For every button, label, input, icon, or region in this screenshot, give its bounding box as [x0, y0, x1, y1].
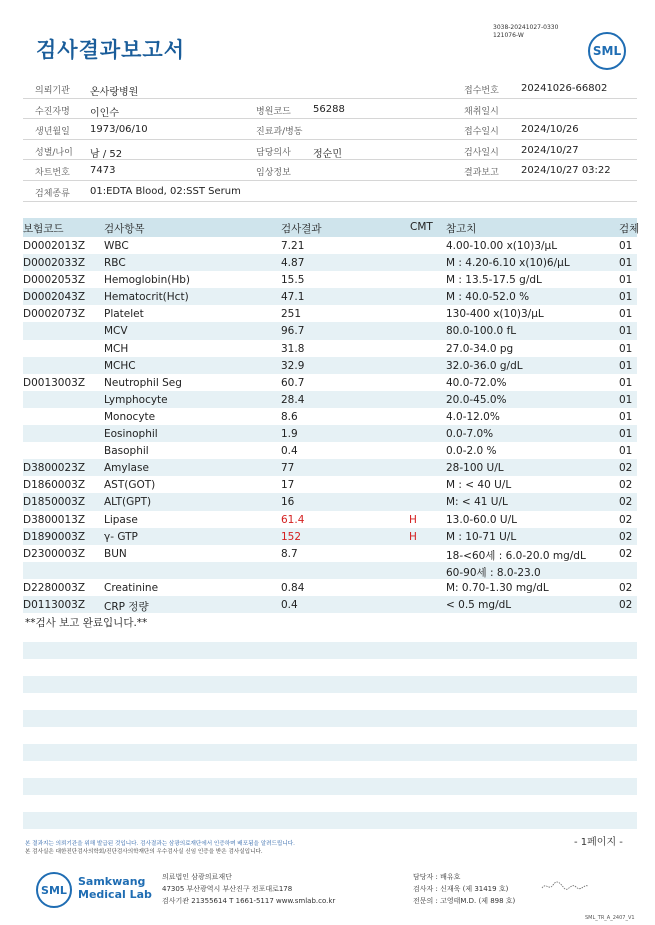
result-reference: M : < 40 U/L [446, 479, 512, 492]
result-row [23, 237, 637, 254]
info-value: 20241026-66802 [521, 83, 608, 94]
staff-line1: 담당자 : 배유호 [413, 873, 461, 881]
result-row [23, 425, 637, 442]
result-row [23, 288, 637, 305]
result-specimen: 02 [619, 598, 633, 611]
info-label: 결과보고 [464, 168, 499, 179]
result-cmt: H [409, 513, 417, 526]
result-value: 47.1 [281, 291, 305, 304]
info-label: 병원코드 [256, 106, 291, 117]
header-code: 보험코드 [23, 223, 64, 235]
result-name: BUN [104, 547, 127, 560]
sml-logo-text: SML [592, 44, 622, 58]
result-value: 1.9 [281, 428, 298, 441]
result-specimen: 02 [619, 530, 633, 543]
result-reference: 28-100 U/L [446, 462, 504, 475]
sml-logo [588, 32, 626, 70]
result-reference: 0.0-7.0% [446, 428, 494, 441]
result-row [23, 408, 637, 425]
result-code: D0113003Z [23, 598, 86, 611]
header-specimen: 검체 [619, 223, 640, 235]
info-value: 7473 [90, 165, 116, 177]
result-row [23, 322, 637, 339]
result-specimen: 01 [619, 393, 633, 406]
result-reference: 4.0-12.0% [446, 410, 500, 423]
result-name: MCV [104, 325, 128, 338]
result-name: MCHC [104, 359, 136, 372]
info-label: 검사일시 [464, 147, 499, 158]
result-name: γ- GTP [104, 530, 138, 543]
note-line2: 본 검사실은 대한진단검사의학회/진단검사의학재단의 우수검사실 신임 인증을 받은 검사실입니다. [25, 849, 263, 855]
result-row [23, 459, 637, 476]
page-number: - 1페이지 - [574, 837, 623, 848]
result-specimen: 01 [619, 359, 633, 372]
result-reference: M: 0.70-1.30 mg/dL [446, 581, 549, 594]
result-value: 15.5 [281, 274, 305, 287]
result-code: D0002073Z [23, 308, 86, 321]
blank-row [23, 812, 637, 829]
result-reference: 32.0-36.0 g/dL [446, 359, 523, 372]
result-specimen: 02 [619, 462, 633, 475]
note-line1: 본 결과지는 의뢰기관을 위해 발급된 것입니다. 검사결과는 삼광의료재단에서 인증하며 배포됨을 알려드립니다. [25, 841, 295, 847]
staff-line2: 검사자 : 신재욱 (제 31419 호) [413, 885, 509, 893]
result-value: 152 [281, 530, 302, 543]
info-row [23, 160, 637, 181]
results-body [23, 237, 637, 613]
info-value: 1973/06/10 [90, 124, 148, 136]
info-label: 수진자명 [35, 106, 70, 117]
result-value: 8.6 [281, 410, 298, 423]
result-row [23, 596, 637, 613]
result-value: 4.87 [281, 257, 305, 270]
result-name: Lipase [104, 513, 138, 526]
result-name: Basophil [104, 445, 149, 458]
result-specimen: 02 [619, 513, 633, 526]
result-name: Neutrophil Seg [104, 376, 182, 389]
result-code: D1890003Z [23, 530, 86, 543]
blank-row [23, 676, 637, 693]
result-reference: 18-<60세 : 6.0-20.0 mg/dL [446, 549, 586, 562]
blank-rows [23, 642, 637, 829]
result-value: 8.7 [281, 547, 298, 560]
result-name: Creatinine [104, 581, 159, 594]
signature-image [540, 879, 590, 893]
result-reference: 20.0-45.0% [446, 393, 507, 406]
footer-company-name [78, 875, 152, 901]
info-label: 접수일시 [464, 127, 499, 138]
result-row [23, 271, 637, 288]
result-value: 77 [281, 462, 295, 475]
result-code: D0002013Z [23, 240, 86, 252]
result-code: D3800023Z [23, 462, 86, 475]
result-specimen: 02 [619, 547, 633, 560]
result-specimen: 02 [619, 581, 633, 594]
form-code: SML_TR_A_2407_V1 [585, 915, 635, 921]
result-value: 7.21 [281, 240, 305, 252]
result-name: Hemoglobin(Hb) [104, 274, 191, 287]
result-specimen: 01 [619, 428, 633, 441]
header-ref: 참고치 [446, 223, 477, 235]
result-name: WBC [104, 240, 129, 252]
result-value: 17 [281, 479, 295, 492]
result-code: D0013003Z [23, 376, 86, 389]
result-specimen: 01 [619, 308, 633, 321]
staff-line3: 전문의 : 고영태M.D. (제 898 호) [413, 897, 516, 905]
result-value: 96.7 [281, 325, 305, 338]
result-code: D0002043Z [23, 291, 86, 304]
result-reference: M : 13.5-17.5 g/dL [446, 274, 542, 287]
result-value: 31.8 [281, 342, 305, 355]
results-table [23, 218, 640, 829]
addr-line3: 검사기관 21355614 T 1661-5117 www.smlab.co.kr [162, 897, 336, 905]
result-row [23, 340, 637, 357]
blank-row [23, 744, 637, 761]
result-value: 28.4 [281, 393, 305, 406]
company-name-line2: Medical Lab [78, 888, 152, 901]
company-name-line1: Samkwang [78, 875, 146, 888]
info-value: 2024/10/26 [521, 124, 579, 136]
result-row [23, 562, 637, 579]
result-specimen: 02 [619, 479, 633, 492]
result-reference: 40.0-72.0% [446, 376, 507, 389]
result-row [23, 254, 637, 271]
result-value: 32.9 [281, 359, 305, 372]
results-header [23, 218, 640, 237]
info-value: 이인수 [90, 107, 119, 119]
result-specimen: 01 [619, 291, 633, 304]
result-row [23, 357, 637, 374]
result-row [23, 511, 637, 528]
info-row [23, 119, 637, 140]
info-label: 성별/나이 [35, 147, 73, 158]
info-label: 담당의사 [256, 147, 291, 158]
header-cmt: CMT [410, 221, 433, 233]
result-specimen: 01 [619, 445, 633, 458]
info-value: 01:EDTA Blood, 02:SST Serum [90, 185, 241, 197]
result-row [23, 374, 637, 391]
addr-line2: 47305 부산광역시 부산진구 전포대로178 [162, 885, 293, 893]
result-specimen: 01 [619, 240, 633, 252]
info-row [23, 99, 637, 120]
result-reference: 130-400 x(10)3/μL [446, 308, 544, 321]
result-name: Platelet [104, 308, 144, 321]
result-name: Hematocrit(Hct) [104, 291, 189, 304]
header-name: 검사항목 [104, 223, 145, 235]
info-value: 온사랑병원 [90, 87, 139, 98]
result-row [23, 493, 637, 510]
result-reference: M : 10-71 U/L [446, 530, 517, 543]
result-value: 0.84 [281, 581, 305, 594]
result-code: D2300003Z [23, 547, 86, 560]
info-row [23, 181, 637, 202]
result-row [23, 579, 637, 596]
result-value: 16 [281, 496, 295, 509]
result-row [23, 528, 637, 545]
blank-row [23, 778, 637, 795]
result-name: Eosinophil [104, 428, 158, 441]
result-row [23, 442, 637, 459]
result-specimen: 01 [619, 410, 633, 423]
result-cmt: H [409, 530, 417, 543]
info-value: 남 / 52 [90, 148, 123, 160]
result-name: Amylase [104, 462, 149, 475]
result-name: RBC [104, 257, 126, 270]
result-row [23, 391, 637, 408]
result-name: AST(GOT) [104, 479, 156, 492]
result-name: MCH [104, 342, 129, 355]
result-code: D2280003Z [23, 581, 86, 594]
info-label: 채취일시 [464, 106, 499, 117]
result-specimen: 02 [619, 496, 633, 509]
footer-logo-text: SML [41, 883, 67, 897]
info-row [23, 140, 637, 161]
info-label: 생년월일 [35, 127, 70, 138]
footer-staff [413, 871, 515, 907]
result-specimen: 01 [619, 376, 633, 389]
result-value: 61.4 [281, 513, 305, 526]
report-title: 검사결과보고서 [36, 38, 186, 62]
info-label: 진료과/병동 [256, 127, 303, 138]
footer-logo-circle [36, 872, 72, 908]
result-specimen: 01 [619, 274, 633, 287]
blank-row [23, 642, 637, 659]
result-reference: M: < 41 U/L [446, 496, 508, 509]
result-value: 0.4 [281, 598, 298, 611]
info-value: 정순민 [313, 148, 342, 160]
info-label: 접수번호 [464, 86, 499, 96]
result-specimen: 01 [619, 257, 633, 270]
result-reference: 80.0-100.0 fL [446, 325, 517, 338]
result-value: 251 [281, 308, 302, 321]
addr-line1: 의료법인 삼광의료재단 [162, 873, 232, 881]
info-label: 검체종류 [35, 188, 70, 199]
result-reference: 0.0-2.0 % [446, 445, 497, 458]
patient-info-table [23, 78, 637, 202]
result-value: 0.4 [281, 445, 298, 458]
info-label: 임상정보 [256, 168, 291, 179]
result-name: CRP 정량 [104, 600, 149, 613]
result-reference: 4.00-10.00 x(10)3/μL [446, 240, 558, 252]
result-code: D1850003Z [23, 496, 86, 509]
result-name: Lymphocyte [104, 393, 168, 406]
footer-address [162, 871, 335, 907]
result-reference: < 0.5 mg/dL [446, 598, 512, 611]
result-name: Monocyte [104, 410, 156, 423]
result-reference: M : 40.0-52.0 % [446, 291, 530, 304]
report-notes [25, 840, 295, 856]
result-code: D3800013Z [23, 513, 86, 526]
info-label: 차트번호 [35, 168, 70, 179]
result-specimen: 01 [619, 325, 633, 338]
result-value: 60.7 [281, 376, 305, 389]
result-code: D0002053Z [23, 274, 86, 287]
info-value: 2024/10/27 03:22 [521, 165, 611, 177]
blank-row [23, 710, 637, 727]
result-reference: 60-90세 : 8.0-23.0 [446, 566, 541, 579]
result-reference: M : 4.20-6.10 x(10)6/μL [446, 257, 570, 270]
header-result: 검사결과 [281, 223, 322, 235]
document-id-line1: 3038-20241027-0330 [493, 24, 559, 31]
result-row [23, 305, 637, 322]
result-name: ALT(GPT) [104, 496, 152, 509]
result-code: D1860003Z [23, 479, 86, 492]
result-reference: 27.0-34.0 pg [446, 342, 514, 355]
info-label: 의뢰기관 [35, 86, 70, 96]
result-code: D0002033Z [23, 257, 86, 270]
result-reference: 13.0-60.0 U/L [446, 513, 517, 526]
document-id [493, 24, 558, 40]
info-row [23, 78, 637, 99]
info-value: 56288 [313, 103, 345, 115]
document-id-line2: 121076-W [493, 32, 524, 39]
result-row [23, 545, 637, 562]
report-complete-text: **검사 보고 완료입니다.** [25, 617, 148, 630]
info-value: 2024/10/27 [521, 144, 579, 156]
result-row [23, 476, 637, 493]
result-specimen: 01 [619, 342, 633, 355]
